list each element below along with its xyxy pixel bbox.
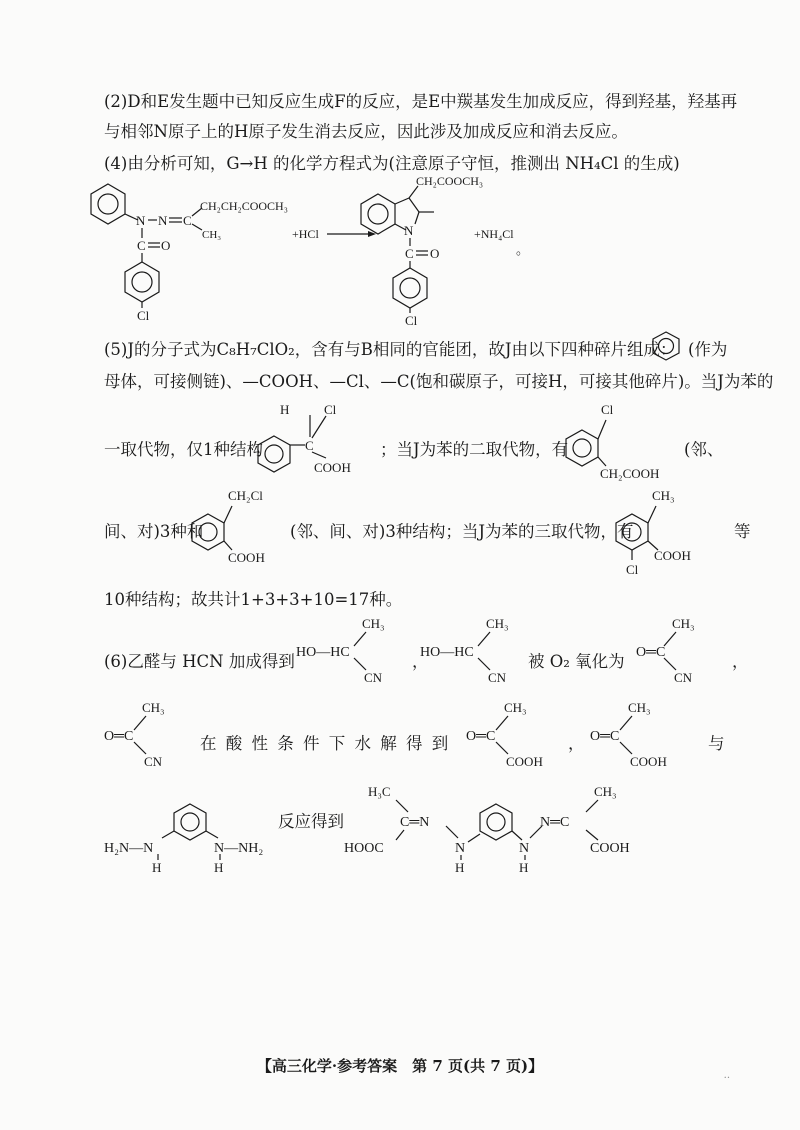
part5-line5: 10种结构；故共计1+3+3+10=17种。 [104, 590, 403, 609]
bis-hydrazone-product [0, 780, 800, 880]
lhs-cl: Cl [137, 308, 150, 323]
part4-line1: (4)由分析可知，G→H 的化学方程式为(注意原子守恒，推测出 NH₄Cl 的生成) [104, 154, 680, 173]
s3-cooh: COOH [228, 550, 265, 565]
ketoacid2-cooh: COOH [630, 754, 667, 769]
hydrazine-right-h: H [214, 860, 224, 875]
part5-line4a: 间、对)3种和 [104, 522, 204, 541]
ketoacid-ch3: CH₃ [504, 700, 527, 715]
part6-line1c: 被 O₂ 氧化为 [528, 652, 625, 671]
prod-n-left: N [455, 841, 466, 856]
part6-line1b: ， [412, 652, 429, 671]
part6-line3a: 反应得到 [278, 812, 344, 831]
cyanohydrin2-label: HO—HC [420, 645, 474, 660]
s2-chain: CH₂COOH [600, 466, 660, 481]
s1-cooh: COOH [314, 460, 351, 475]
rhs-chain: CH₂COOCH₃ [416, 174, 484, 188]
ketonitrile-ch3: CH₃ [672, 616, 695, 631]
part5-line4b: (邻、间、对)3种结构；当J为苯的三取代物，有 [290, 522, 634, 541]
ketonitrile-cn: CN [674, 670, 693, 685]
part5-line3a: 一取代物，仅1种结构 [104, 440, 263, 459]
s2-cl: Cl [601, 402, 614, 417]
page-footer: 【高三化学·参考答案 第 7 页(共 7 页)】 [256, 1057, 544, 1075]
corner-mark: .. [723, 1070, 730, 1081]
s3-ch2cl: CH₂Cl [228, 488, 263, 503]
prod-c-n: C═N [400, 815, 430, 830]
lhs-n1: N [136, 213, 146, 228]
prod-h3c: H₃C [368, 784, 391, 799]
part2-line1: (2)D和E发生题中已知反应生成F的反应，是E中羰基发生加成反应，得到羟基，羟基再 [104, 92, 738, 111]
lhs-co: C [137, 238, 146, 253]
part6-line1a: (6)乙醛与 HCN 加成得到 [104, 652, 295, 671]
part5-line1: (5)J的分子式为C₈H₇ClO₂，含有与B相同的官能团，故J由以下四种碎片组成： [104, 340, 677, 359]
rhs-chlorophenyl-ring [393, 268, 427, 308]
prod-cooh: COOH [590, 841, 630, 856]
prod-nh-right: H [519, 860, 529, 875]
lhs-chain: CH₂CH₂COOCH₃ [200, 199, 288, 213]
ketonitrile2-cn: CN [144, 754, 163, 769]
ketoacid-structure-2 [0, 698, 800, 778]
ketonitrile2-ch3: CH₃ [142, 700, 165, 715]
lhs-n2: N [158, 213, 168, 228]
cyanohydrin-ch3: CH₃ [362, 616, 385, 631]
part5-line1-end: (作为 [688, 340, 728, 359]
cyanohydrin-cn: CN [364, 670, 383, 685]
part5-line2: 母体，可接侧链)、—COOH、—Cl、—C(饱和碳原子，可接H，可接其他碎片)。当J为苯的 [104, 372, 774, 391]
part5-line4c: 等 [734, 522, 751, 541]
hydrazine-left-h: H [152, 860, 162, 875]
part5-line3b: ；当J为苯的二取代物，有 [380, 440, 569, 459]
s4-cooh: COOH [654, 548, 691, 563]
part6-line2a: 在 酸 性 条 件 下 水 解 得 到 [200, 734, 451, 753]
ketoacid2-ch3: CH₃ [628, 700, 651, 715]
plus-nh4cl: +NH₄Cl [474, 227, 514, 241]
lhs-phenyl-ring [91, 184, 125, 224]
s1-cl: Cl [324, 402, 337, 417]
s1-c: C [305, 438, 314, 453]
prod-ch3: CH₃ [594, 784, 617, 799]
rhs-cl: Cl [405, 313, 418, 328]
structure-disubstituted-1 [0, 400, 800, 480]
part6-line2b: ， [568, 734, 585, 753]
prod-n-right: N [519, 841, 530, 856]
benzene-fragment-icon [646, 330, 686, 360]
hydrazine-right: N—NH₂ [214, 841, 264, 856]
ketoacid2-label: O═C [590, 729, 620, 744]
prod-n-c: N═C [540, 815, 570, 830]
part5-line3c: (邻、 [684, 440, 724, 459]
cyanohydrin2-cn: CN [488, 670, 507, 685]
ketoacid-label: O═C [466, 729, 496, 744]
rhs-n: N [404, 223, 414, 238]
reaction-g-to-h [0, 170, 800, 330]
part6-line1d: ， [732, 652, 749, 671]
lhs-c: C [183, 213, 192, 228]
ketonitrile-structure-1 [0, 614, 800, 694]
prod-nh-left: H [455, 860, 465, 875]
plus-hcl: +HCl [292, 227, 319, 241]
period: 。 [516, 242, 530, 257]
s1-h: H [280, 402, 290, 417]
s4-cl: Cl [626, 562, 639, 577]
hydrazine-left: H₂N—N [104, 841, 154, 856]
prod-hooc: HOOC [344, 841, 384, 856]
rhs-co: C [405, 246, 414, 261]
part2-line2: 与相邻N原子上的H原子发生消去反应，因此涉及加成反应和消去反应。 [104, 122, 628, 141]
lhs-ch3: CH₃ [202, 229, 222, 241]
lhs-o: O [161, 238, 171, 253]
ketonitrile-label: O═C [636, 645, 666, 660]
s4-ch3: CH₃ [652, 488, 675, 503]
structure-trisubstituted [0, 484, 800, 584]
ketoacid-cooh: COOH [506, 754, 543, 769]
cyanohydrin-label: HO—HC [296, 645, 350, 660]
rhs-o: O [430, 246, 440, 261]
cyanohydrin2-ch3: CH₃ [486, 616, 509, 631]
part6-line2c: 与 [708, 734, 725, 753]
lhs-chlorophenyl-ring [125, 262, 159, 302]
ketonitrile2-label: O═C [104, 729, 134, 744]
